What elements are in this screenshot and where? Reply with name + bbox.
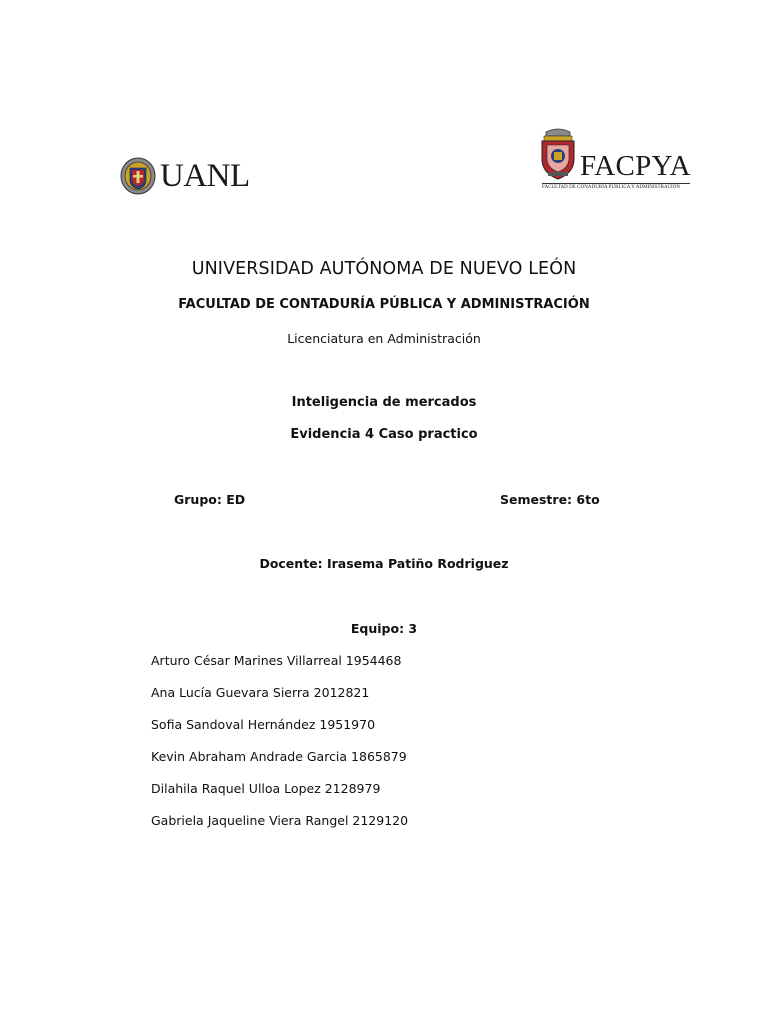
university-title: UNIVERSIDAD AUTÓNOMA DE NUEVO LEÓN (191, 259, 577, 279)
list-item: Dilahila Raquel Ulloa Lopez 2128979 (151, 781, 381, 796)
semester-label: Semestre: 6to (500, 492, 600, 507)
subject-title: Inteligencia de mercados (291, 395, 477, 410)
facpya-shield-icon (538, 128, 578, 182)
assignment-title: Evidencia 4 Caso practico (290, 427, 478, 442)
facpya-logo (538, 128, 693, 198)
list-item: Gabriela Jaqueline Viera Rangel 2129120 (151, 813, 409, 828)
list-item: Sofia Sandoval Hernández 1951970 (151, 717, 376, 732)
list-item: Arturo César Marines Villarreal 1954468 (151, 653, 402, 668)
team-label: Equipo: 3 (350, 621, 418, 636)
group-label: Grupo: ED (174, 492, 246, 507)
uanl-seal-icon (120, 157, 156, 195)
member-list (151, 653, 408, 845)
uanl-logo (120, 156, 250, 196)
facpya-wordmark: FACPYA (580, 150, 691, 182)
degree-title: Licenciatura en Administración (287, 331, 481, 346)
teacher-label: Docente: Irasema Patiño Rodriguez (259, 556, 509, 571)
list-item: Kevin Abraham Andrade Garcia 1865879 (151, 749, 407, 764)
list-item: Ana Lucía Guevara Sierra 2012821 (151, 685, 370, 700)
uanl-wordmark: UANL (160, 157, 250, 194)
facpya-tagline: FACULTAD DE CONADURÍA PÚBLICA Y ADMINISTRACIÓN (542, 185, 681, 190)
faculty-title: FACULTAD DE CONTADURÍA PÚBLICA Y ADMINISTRACIÓN (178, 297, 590, 312)
facpya-rule (542, 183, 690, 184)
